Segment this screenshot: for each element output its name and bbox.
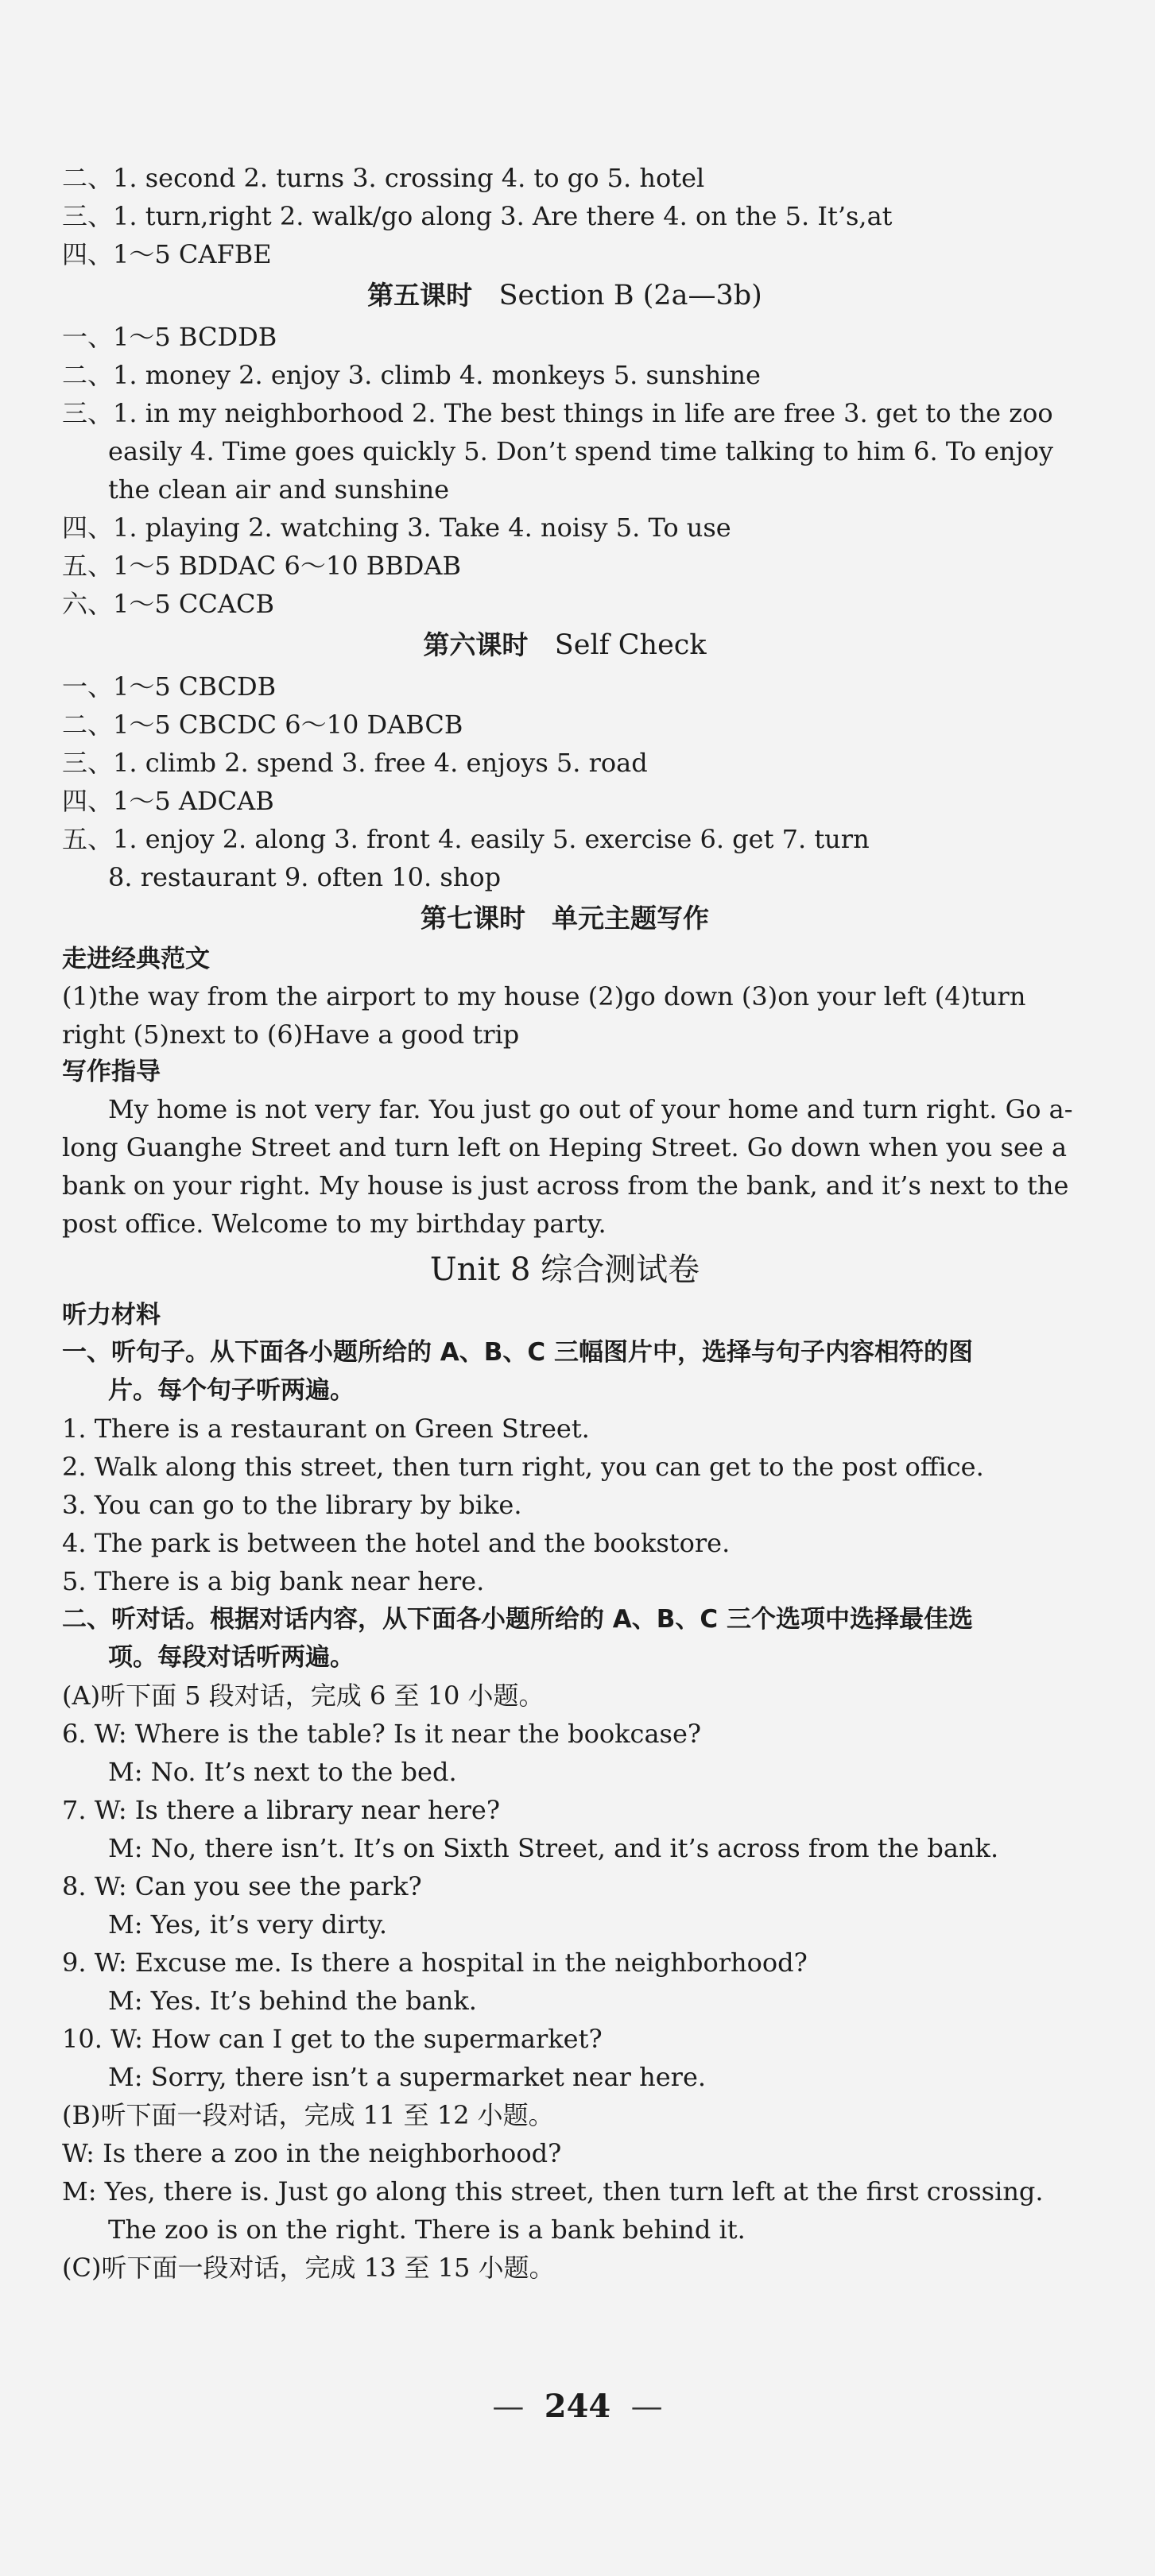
lesson6-title-en: Self Check — [554, 629, 707, 661]
listening-item: 4. The park is between the hotel and the bookstore. — [62, 1528, 731, 1558]
dialog-m: M: Sorry, there isn’t a supermarket near here. — [108, 2062, 707, 2092]
dialog-m: M: Yes, it’s very dirty. — [108, 1909, 388, 1940]
answer-line: 五、1. enjoy 2. along 3. front 4. easily 5. exercise 6. get 7. turn — [62, 824, 870, 854]
section-a-intro: (A)听下面 5 段对话，完成 6 至 10 小题。 — [62, 1681, 545, 1711]
answer-line: right (5)next to (6)Have a good trip — [62, 1019, 520, 1050]
lesson5-title-cn: 第五课时 — [367, 280, 473, 311]
dialog-w: 9. W: Excuse me. Is there a hospital in the neighborhood? — [62, 1947, 808, 1978]
listening-material-subheading: 听力材料 — [62, 1301, 161, 1329]
listening-item: 1. There is a restaurant on Green Street. — [62, 1414, 590, 1444]
answer-line: 四、1～5 CAFBE — [62, 239, 272, 269]
page-footer — [0, 2388, 1155, 2425]
lesson5-title-en: Section B (2a—3b) — [498, 280, 762, 311]
lesson7-title: 第七课时 单元主题写作 — [421, 903, 709, 934]
essay-line: post office. Welcome to my birthday party. — [62, 1209, 607, 1239]
unit-test-heading: Unit 8 综合测试卷 — [429, 1251, 700, 1288]
answer-line: 四、1. playing 2. watching 3. Take 4. noisy 5. To use — [62, 512, 731, 543]
dialog-w: 6. W: Where is the table? Is it near the bookcase? — [62, 1719, 702, 1749]
part2-instruction: 二、听对话。根据对话内容，从下面各小题所给的 A、B、C 三个选项中选择最佳选 — [62, 1605, 973, 1634]
answer-line: 五、1～5 BDDAC 6～10 BBDAB — [62, 551, 462, 581]
essay-line: bank on your right. My house is just across from the bank, and it’s next to the — [62, 1170, 1069, 1201]
answer-line: 一、1～5 CBCDB — [62, 671, 277, 702]
model-essay-subheading: 走进经典范文 — [62, 945, 210, 973]
section-b-intro: (B)听下面一段对话，完成 11 至 12 小题。 — [62, 2100, 554, 2130]
dialog-w: 10. W: How can I get to the supermarket? — [62, 2024, 603, 2054]
answer-line: 二、1～5 CBCDC 6～10 DABCB — [62, 710, 463, 740]
lesson6-title-cn: 第六课时 — [423, 629, 529, 660]
part1-instruction-cont: 片。每个句子听两遍。 — [108, 1376, 355, 1405]
answer-line: 三、1. climb 2. spend 3. free 4. enjoys 5. road — [62, 748, 648, 778]
listening-item: 2. Walk along this street, then turn right, you can get to the post office. — [62, 1452, 984, 1482]
dialog-m-cont: The zoo is on the right. There is a bank behind it. — [108, 2214, 746, 2245]
writing-guide-subheading: 写作指导 — [62, 1058, 161, 1086]
answer-line: 二、1. second 2. turns 3. crossing 4. to go 5. hotel — [62, 163, 705, 193]
answer-line: 三、1. in my neighborhood 2. The best things in life are free 3. get to the zoo — [62, 398, 1053, 428]
lesson7-heading — [62, 898, 1068, 939]
listening-item: 5. There is a big bank near here. — [62, 1566, 485, 1596]
dialog-m: M: No. It’s next to the bed. — [108, 1757, 457, 1787]
part2-instruction-cont: 项。每段对话听两遍。 — [108, 1643, 355, 1672]
footer-dash: — — [610, 2388, 663, 2425]
lesson6-heading — [62, 625, 1068, 666]
answer-line: 四、1～5 ADCAB — [62, 786, 274, 816]
part1-instruction: 一、听句子。从下面各小题所给的 A、B、C 三幅图片中，选择与句子内容相符的图 — [62, 1338, 973, 1367]
essay-line: My home is not very far. You just go out of your home and turn right. Go a- — [108, 1094, 1073, 1124]
page-number: 244 — [544, 2388, 611, 2425]
dialog-m: M: No, there isn’t. It’s on Sixth Street, and it’s across from the bank. — [108, 1833, 999, 1863]
dialog-w: 7. W: Is there a library near here? — [62, 1795, 500, 1825]
footer-dash: — — [492, 2388, 545, 2425]
answer-line-cont: 8. restaurant 9. often 10. shop — [108, 862, 502, 892]
answer-line-cont: the clean air and sunshine — [108, 474, 450, 505]
answer-line: 三、1. turn,right 2. walk/go along 3. Are there 4. on the 5. It’s,at — [62, 201, 893, 231]
lesson5-heading — [62, 275, 1068, 316]
essay-line: long Guanghe Street and turn left on Heping Street. Go down when you see a — [62, 1132, 1068, 1162]
page-content — [62, 159, 1073, 2287]
answer-line: 六、1～5 CCACB — [62, 589, 274, 619]
listening-item: 3. You can go to the library by bike. — [62, 1490, 522, 1520]
answer-line: 二、1. money 2. enjoy 3. climb 4. monkeys 5. sunshine — [62, 360, 761, 390]
dialog-m: M: Yes, there is. Just go along this street, then turn left at the first crossing. — [62, 2176, 1044, 2207]
section-c-intro: (C)听下面一段对话，完成 13 至 15 小题。 — [62, 2253, 555, 2283]
dialog-m: M: Yes. It’s behind the bank. — [108, 1986, 477, 2016]
essay-paragraph — [62, 1090, 1073, 1243]
dialog-w: 8. W: Can you see the park? — [62, 1871, 422, 1901]
answer-line: (1)the way from the airport to my house (2)go down (3)on your left (4)turn — [62, 981, 1026, 1011]
answer-line-cont: easily 4. Time goes quickly 5. Don’t spend time talking to him 6. To enjoy — [108, 436, 1053, 466]
answer-line: 一、1～5 BCDDB — [62, 322, 277, 352]
dialog-w: W: Is there a zoo in the neighborhood? — [62, 2138, 562, 2168]
